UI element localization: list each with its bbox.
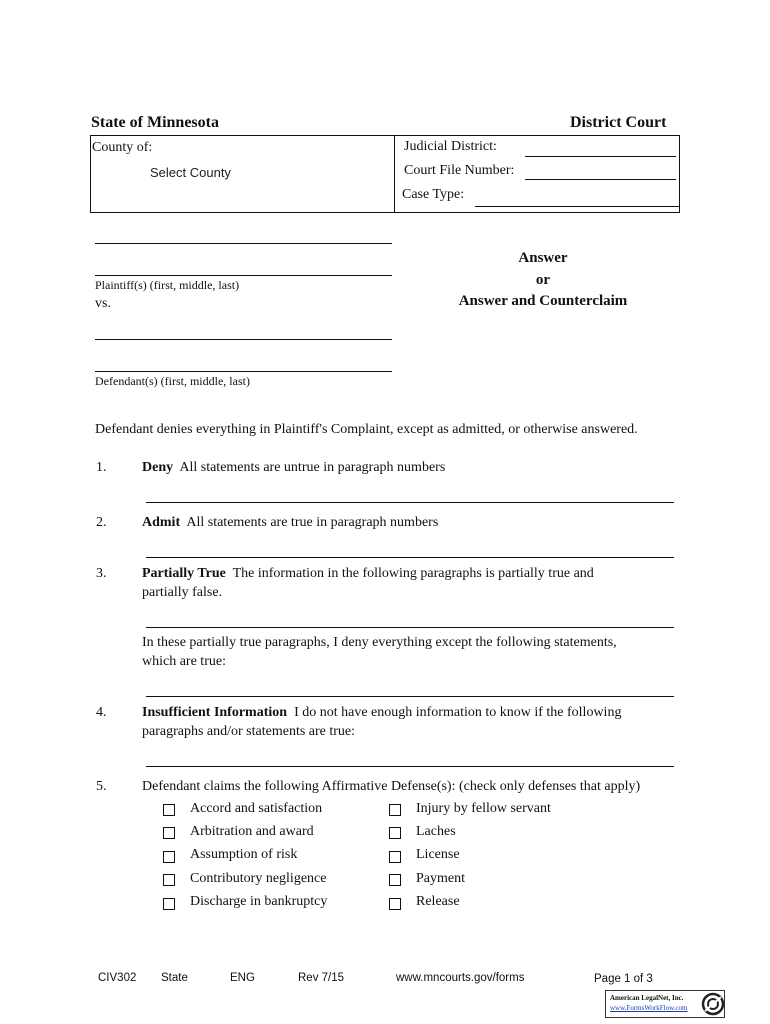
plaintiff-line-2[interactable]: [95, 275, 392, 276]
defense-label: Discharge in bankruptcy: [190, 894, 328, 909]
footer-page-number: Page 1 of 3: [594, 973, 653, 985]
state-heading: State of Minnesota: [91, 114, 219, 131]
item-5-number: 5.: [96, 779, 107, 794]
defense-label: Accord and satisfaction: [190, 801, 323, 816]
judicial-district-field[interactable]: [525, 156, 676, 157]
publisher-logo-icon: [701, 991, 725, 1017]
footer-url: www.mncourts.gov/forms: [396, 972, 525, 984]
defense-label: Injury by fellow servant: [416, 801, 551, 816]
plaintiff-label: Plaintiff(s) (first, middle, last): [95, 278, 240, 292]
footer-revision: Rev 7/15: [298, 972, 345, 984]
vs-label: vs.: [95, 296, 111, 311]
item-1-number: 1.: [96, 460, 107, 475]
defendant-line-1[interactable]: [95, 339, 392, 340]
defense-label: Release: [416, 894, 460, 909]
checkbox-payment[interactable]: [389, 874, 401, 886]
defense-label: Arbitration and award: [190, 824, 314, 839]
item-4-body: I do not have enough information to know if the following: [294, 705, 622, 720]
checkbox-discharge-in-bankruptcy[interactable]: [163, 898, 175, 910]
court-heading: District Court: [570, 114, 667, 131]
checkbox-contributory-negligence[interactable]: [163, 874, 175, 886]
case-type-label: Case Type:: [402, 187, 465, 202]
defense-label: Contributory negligence: [190, 871, 327, 886]
checkbox-release[interactable]: [389, 898, 401, 910]
item-3-sub-text-cont: which are true:: [142, 654, 226, 669]
checkbox-arbitration-and-award[interactable]: [163, 827, 175, 839]
defendant-label: Defendant(s) (first, middle, last): [95, 374, 250, 388]
defense-label: Assumption of risk: [190, 847, 298, 862]
county-label: County of:: [92, 140, 153, 155]
item-4-number: 4.: [96, 705, 107, 720]
item-3-body: The information in the following paragraphs is partially true and: [232, 566, 594, 581]
title-counterclaim: Answer and Counterclaim: [458, 293, 628, 309]
publisher-link[interactable]: www.FormsWorkFlow.com: [610, 1004, 688, 1012]
checkbox-accord-and-satisfaction[interactable]: [163, 804, 175, 816]
footer-state: State: [161, 972, 188, 984]
court-file-number-label: Court File Number:: [404, 163, 515, 178]
item-2-text: [142, 515, 438, 531]
item-1-field[interactable]: [146, 502, 674, 503]
title-or: or: [535, 272, 551, 288]
item-1-body: All statements are untrue in paragraph numbers: [179, 460, 446, 475]
intro-text: Defendant denies everything in Plaintiff's Complaint, except as admitted, or otherwise answered.: [95, 422, 638, 437]
case-type-field[interactable]: [475, 206, 679, 207]
item-2-number: 2.: [96, 515, 107, 530]
caption-divider: [394, 135, 395, 213]
item-1-text: [142, 460, 445, 476]
publisher-name: American LegalNet, Inc.: [610, 994, 684, 1002]
item-3-sub-field[interactable]: [146, 696, 674, 697]
checkbox-laches[interactable]: [389, 827, 401, 839]
defendant-line-2[interactable]: [95, 371, 392, 372]
plaintiff-line-1[interactable]: [95, 243, 392, 244]
court-file-number-field[interactable]: [525, 179, 676, 180]
item-3-sub-text: In these partially true paragraphs, I deny everything except the following statements,: [142, 635, 617, 650]
item-2-body: All statements are true in paragraph numbers: [186, 515, 439, 530]
county-select[interactable]: [150, 165, 270, 180]
footer-form-code: CIV302: [98, 972, 137, 984]
item-4-text-cont: paragraphs and/or statements are true:: [142, 724, 356, 739]
defense-label: License: [416, 847, 460, 862]
item-3-heading: Partially True: [142, 566, 226, 581]
item-2-field[interactable]: [146, 557, 674, 558]
title-answer: Answer: [518, 250, 568, 266]
item-1-heading: Deny: [142, 460, 174, 475]
item-5-text: Defendant claims the following Affirmative Defense(s): (check only defenses that apply): [142, 779, 641, 794]
item-4-field[interactable]: [146, 766, 674, 767]
item-2-heading: Admit: [142, 515, 181, 530]
checkbox-injury-by-fellow-servant[interactable]: [389, 804, 401, 816]
item-4-heading: Insufficient Information: [142, 705, 288, 720]
item-4-text: [142, 705, 621, 721]
item-3-text: [142, 566, 594, 582]
item-3-field[interactable]: [146, 627, 674, 628]
defense-label: Payment: [416, 871, 465, 886]
item-3-text-cont: partially false.: [142, 585, 223, 600]
defense-label: Laches: [416, 824, 456, 839]
footer-language: ENG: [230, 972, 255, 984]
judicial-district-label: Judicial District:: [404, 139, 497, 154]
item-3-number: 3.: [96, 566, 107, 581]
checkbox-license[interactable]: [389, 851, 401, 863]
checkbox-assumption-of-risk[interactable]: [163, 851, 175, 863]
